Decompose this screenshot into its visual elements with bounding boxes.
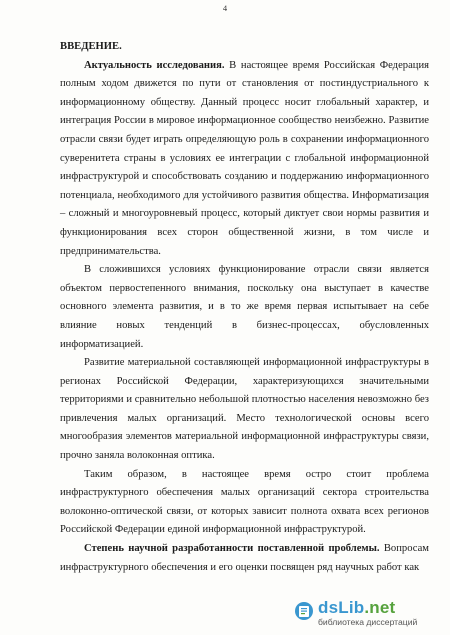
paragraph-text: Таким образом, в настоящее время остро стоит проблема инфраструктурного обеспечения малых организаций сектора строительства волоконно-оптической связи, от которых зависит полнота охвата всех регионов Российской Федерации единой информационной инфраструктурой.	[60, 468, 429, 536]
paragraph-text: В сложившихся условиях функционирование отрасли связи является объектом первостепенного внимания, поскольку она выступает в качестве основного элемента развития, и в то же время первая испытывает на себе влияние новых тенденций в бизнес-процессах, обусловленных информатизацией.	[60, 264, 429, 350]
dslib-watermark[interactable]	[294, 598, 444, 629]
paragraph-research-degree	[60, 540, 429, 577]
paragraph-lead: Степень научной разработанности поставленной проблемы.	[84, 543, 380, 555]
watermark-site-name: dsLib.net	[318, 598, 396, 617]
paragraph-lead: Актуальность исследования.	[84, 59, 225, 71]
paragraph-problem	[60, 466, 429, 540]
paragraph-relevance	[60, 57, 429, 262]
paragraph-conditions	[60, 261, 429, 354]
paragraph-text: В настоящее время Российская Федерация полным ходом движется по пути от становления от постиндустриального к информационному обществу. Данный процесс носит глобальный характер, и интеграция России в мировое информационное сообщество неизбежно. Развитие отрасли связи будет играть определяющую роль в сохранении информационного суверенитета страны в условиях ее интеграции с глобальной информационной инфраструктурой и способствовать созданию и поддержанию информационного потенциала, необходимого для устойчивого развития общества. Информатизация – сложный и многоуровневый процесс, который диктует свои нормы развития и функционирования всех сторон общественной жизни, в том числе и предпринимательства.	[60, 59, 429, 257]
dslib-logo-icon	[294, 601, 314, 621]
document-body	[60, 38, 429, 577]
watermark-subtitle: библиотека диссертаций	[318, 617, 418, 627]
paragraph-text: Развитие материальной составляющей информационной инфраструктуры в регионах Российской Федерации, характеризующихся значительными территориями и сравнительно небольшой плотностью населения невозможно без привлечения малых организаций. Место технологической основы всего многообразия элементов материальной информационной инфраструктуры связи, прочно заняла волоконная оптика.	[60, 357, 429, 462]
paragraph-development	[60, 354, 429, 466]
paragraph-text: Вопросам инфраструктурного обеспечения и его оценки посвящен ряд научных работ как	[60, 543, 429, 573]
section-heading: ВВЕДЕНИЕ.	[60, 41, 122, 52]
page-number: 4	[222, 3, 228, 13]
